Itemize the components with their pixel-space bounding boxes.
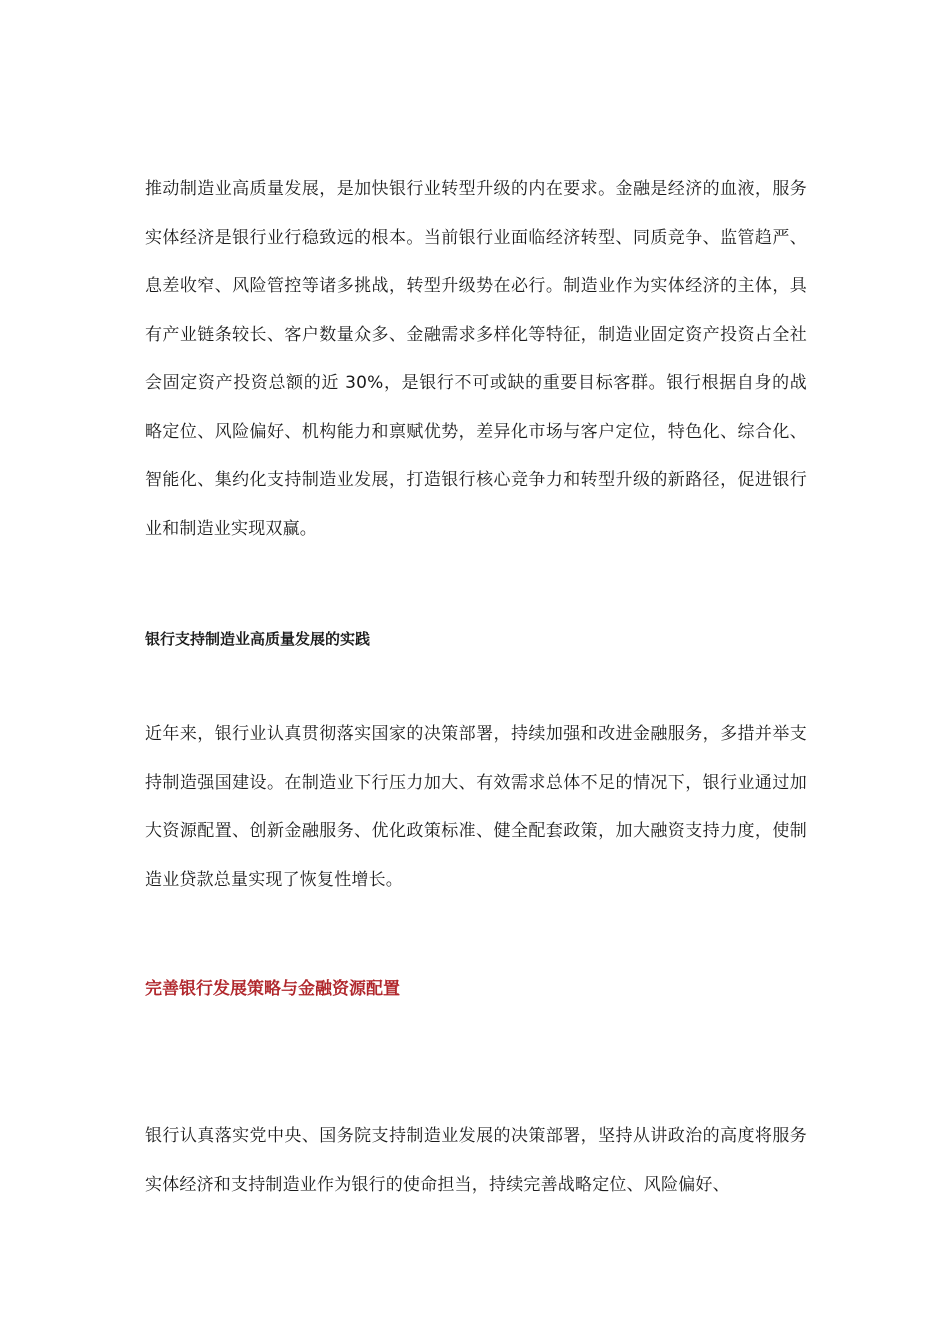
section-heading-practice: 银行支持制造业高质量发展的实践 bbox=[145, 630, 371, 648]
section-heading-strategy: 完善银行发展策略与金融资源配置 bbox=[145, 979, 400, 999]
strategy-paragraph: 银行认真落实党中央、国务院支持制造业发展的决策部署，坚持从讲政治的高度将服务实体经济和支持制造业作为银行的使命担当，持续完善战略定位、风险偏好、 bbox=[145, 1126, 807, 1195]
intro-paragraph: 推动制造业高质量发展，是加快银行业转型升级的内在要求。金融是经济的血液，服务实体经济是银行业行稳致远的根本。当前银行业面临经济转型、同质竞争、监管趋严、息差收窄、风险管控等诸多挑战，转型升级势在必行。制造业作为实体经济的主体，具有产业链条较长、客户数量众多、金融需求多样化等特征，制造业固定资产投资占全社会固定资产投资总额的近 30%，是银行不可或缺的重要目标客群。银行根据自身的战略定位、风险偏好、机构能力和禀赋优势，差异化市场与客户定位，特色化、综合化、智能化、集约化支持制造业发展，打造银行核心竞争力和转型升级的新路径，促进银行业和制造业实现双赢。 bbox=[145, 179, 807, 539]
practice-paragraph: 近年来，银行业认真贯彻落实国家的决策部署，持续加强和改进金融服务，多措并举支持制造强国建设。在制造业下行压力加大、有效需求总体不足的情况下，银行业通过加大资源配置、创新金融服务、优化政策标准、健全配套政策，加大融资支持力度，使制造业贷款总量实现了恢复性增长。 bbox=[145, 724, 807, 890]
